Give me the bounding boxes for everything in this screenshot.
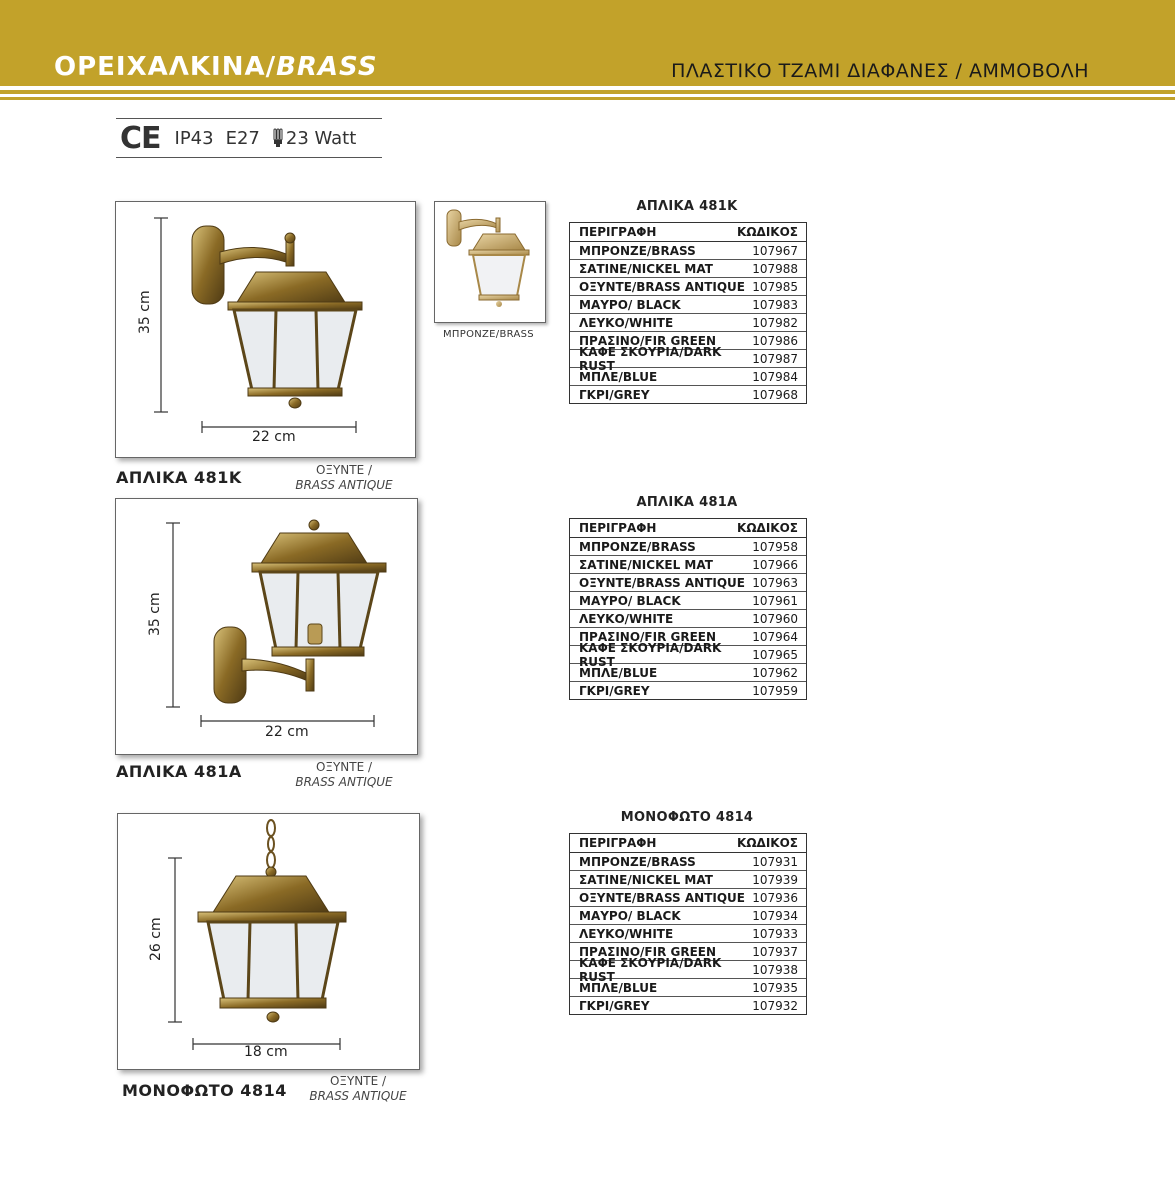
color-description: ΜΠΡΟΝΖΕ/BRASS (579, 243, 696, 258)
header-divider (0, 97, 1175, 100)
table-row (570, 538, 806, 556)
color-description: ΟΞΥΝΤΕ/BRASS ANTIQUE (579, 890, 746, 905)
table-row (570, 997, 806, 1014)
color-description: ΜΠΡΟΝΖΕ/BRASS (579, 854, 696, 869)
code-table (569, 833, 807, 1015)
width-dimension: 22 cm (252, 429, 296, 445)
product-code: 107960 (752, 611, 798, 626)
power-rating: 23 Watt (285, 127, 357, 149)
color-description: ΟΞΥΝΤΕ/BRASS ANTIQUE (579, 575, 746, 590)
table-title: ΑΠΛΙΚΑ 481Α (636, 495, 738, 510)
product-photo (115, 201, 416, 458)
ce-mark-icon: CE (120, 120, 161, 156)
table-body (570, 853, 806, 1014)
thumbnail-caption: ΜΠΡΟΝΖΕ/BRASS (443, 329, 534, 340)
color-description: ΜΑΥΡΟ/ BLACK (579, 908, 681, 923)
product-code: 107934 (752, 908, 798, 923)
column-header-code: ΚΩΔΙΚΟΣ (737, 836, 798, 850)
page-title: ΟΡΕΙΧΑΛΚΙΝΑ/BRASS (54, 52, 378, 82)
width-dimension: 22 cm (265, 724, 309, 740)
product-code: 107962 (752, 665, 798, 680)
table-row (570, 314, 806, 332)
table-row (570, 592, 806, 610)
socket-type: E27 (225, 127, 260, 149)
column-header-code: ΚΩΔΙΚΟΣ (737, 521, 798, 535)
table-row (570, 955, 806, 984)
product-code: 107938 (752, 962, 798, 977)
color-description: ΣΑΤΙΝΕ/NICKEL MAT (579, 261, 713, 276)
product-thumbnail (434, 201, 546, 323)
code-table (569, 222, 807, 404)
column-header-description: ΠΕΡΙΓΡΑΦΗ (579, 836, 657, 850)
table-row (570, 610, 806, 628)
color-description: ΓΚΡΙ/GREY (579, 998, 650, 1013)
color-description: ΜΑΥΡΟ/ BLACK (579, 593, 681, 608)
bulb-icon (272, 128, 284, 148)
table-body (570, 538, 806, 699)
product-code: 107986 (752, 333, 798, 348)
product-code: 107966 (752, 557, 798, 572)
table-row (570, 640, 806, 669)
product-code: 107958 (752, 539, 798, 554)
table-row (570, 386, 806, 403)
table-header-row (570, 834, 806, 853)
table-row (570, 260, 806, 278)
color-description: ΚΑΦΕ ΣΚΟΥΡΙΑ/DARK RUST (579, 640, 722, 669)
spec-bar (116, 118, 382, 158)
product-code: 107959 (752, 683, 798, 698)
table-body (570, 242, 806, 403)
product-name: ΑΠΛΙΚΑ 481Α (116, 762, 242, 781)
color-description: ΜΠΡΟΝΖΕ/BRASS (579, 539, 696, 554)
table-row (570, 889, 806, 907)
product-code: 107937 (752, 944, 798, 959)
product-code: 107933 (752, 926, 798, 941)
color-description: ΓΚΡΙ/GREY (579, 387, 650, 402)
column-header-code: ΚΩΔΙΚΟΣ (737, 225, 798, 239)
table-header-row (570, 519, 806, 538)
product-code: 107965 (752, 647, 798, 662)
wall-lantern-down-icon (435, 202, 545, 322)
column-header-description: ΠΕΡΙΓΡΑΦΗ (579, 225, 657, 239)
table-row (570, 853, 806, 871)
product-code: 107964 (752, 629, 798, 644)
table-row (570, 344, 806, 373)
color-description: ΜΠΛΕ/BLUE (579, 665, 658, 680)
wall-lantern-down-icon (116, 202, 415, 457)
color-description: ΛΕΥΚΟ/WHITE (579, 926, 674, 941)
color-description: ΛΕΥΚΟ/WHITE (579, 315, 674, 330)
color-description: ΚΑΦΕ ΣΚΟΥΡΙΑ/DARK RUST (579, 344, 722, 373)
table-row (570, 871, 806, 889)
finish-note: ΟΞΥΝΤΕ / BRASS ANTIQUE (295, 760, 393, 789)
color-description: ΓΚΡΙ/GREY (579, 683, 650, 698)
product-code: 107967 (752, 243, 798, 258)
product-name: ΜΟΝΟΦΩΤΟ 4814 (122, 1081, 287, 1100)
color-description: ΜΠΛΕ/BLUE (579, 369, 658, 384)
table-row (570, 925, 806, 943)
table-title: ΑΠΛΙΚΑ 481Κ (636, 199, 738, 214)
finish-note: ΟΞΥΝΤΕ / BRASS ANTIQUE (295, 463, 393, 492)
color-description: ΟΞΥΝΤΕ/BRASS ANTIQUE (579, 279, 746, 294)
color-description: ΛΕΥΚΟ/WHITE (579, 611, 674, 626)
product-code: 107939 (752, 872, 798, 887)
table-row (570, 556, 806, 574)
product-name: ΑΠΛΙΚΑ 481Κ (116, 468, 242, 487)
table-row (570, 296, 806, 314)
product-code: 107983 (752, 297, 798, 312)
color-description: ΠΡΑΣΙΝΟ/FIR GREEN (579, 629, 717, 644)
table-row (570, 907, 806, 925)
height-dimension: 35 cm (147, 592, 163, 636)
product-code: 107935 (752, 980, 798, 995)
color-description: ΠΡΑΣΙΝΟ/FIR GREEN (579, 944, 717, 959)
color-description: ΠΡΑΣΙΝΟ/FIR GREEN (579, 333, 717, 348)
color-description: ΜΠΛΕ/BLUE (579, 980, 658, 995)
width-dimension: 18 cm (244, 1044, 288, 1060)
product-code: 107936 (752, 890, 798, 905)
table-row (570, 278, 806, 296)
code-table (569, 518, 807, 700)
product-code: 107931 (752, 854, 798, 869)
height-dimension: 26 cm (148, 917, 164, 961)
product-code: 107968 (752, 387, 798, 402)
product-code: 107987 (752, 351, 798, 366)
color-description: ΣΑΤΙΝΕ/NICKEL MAT (579, 872, 713, 887)
color-description: ΜΑΥΡΟ/ BLACK (579, 297, 681, 312)
column-header-description: ΠΕΡΙΓΡΑΦΗ (579, 521, 657, 535)
product-code: 107961 (752, 593, 798, 608)
height-dimension: 35 cm (137, 290, 153, 334)
finish-note: ΟΞΥΝΤΕ / BRASS ANTIQUE (309, 1074, 407, 1103)
table-header-row (570, 223, 806, 242)
color-description: ΚΑΦΕ ΣΚΟΥΡΙΑ/DARK RUST (579, 955, 722, 984)
table-row (570, 242, 806, 260)
table-row (570, 574, 806, 592)
table-title: ΜΟΝΟΦΩΤΟ 4814 (620, 810, 754, 825)
product-code: 107963 (752, 575, 798, 590)
product-code: 107985 (752, 279, 798, 294)
product-code: 107984 (752, 369, 798, 384)
product-code: 107932 (752, 998, 798, 1013)
ip-rating: IP43 (174, 127, 214, 149)
table-row (570, 682, 806, 699)
color-description: ΣΑΤΙΝΕ/NICKEL MAT (579, 557, 713, 572)
product-code: 107982 (752, 315, 798, 330)
product-code: 107988 (752, 261, 798, 276)
page-subtitle: ΠΛΑΣΤΙΚΟ ΤΖΑΜΙ ΔΙΑΦΑΝΕΣ / ΑΜΜΟΒΟΛΗ (671, 60, 1089, 82)
